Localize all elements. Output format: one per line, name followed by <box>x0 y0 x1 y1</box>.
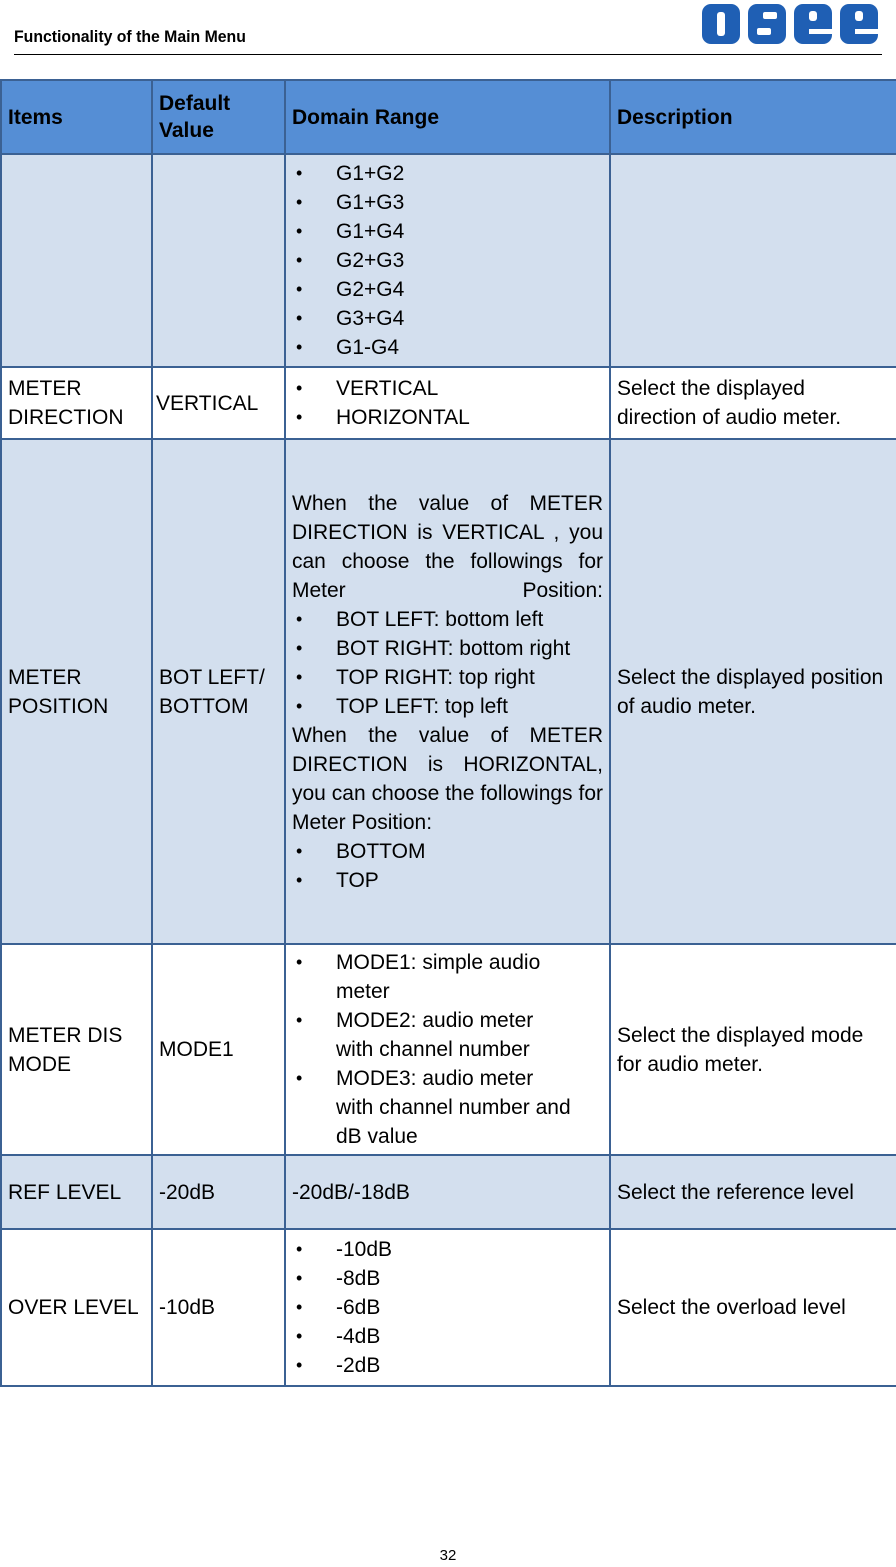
bullet-icon: • <box>296 1355 303 1375</box>
list-item: • G3+G4 <box>292 304 603 333</box>
domain-cell: -20dB/-18dB <box>285 1155 610 1229</box>
bullet-icon: • <box>296 952 303 972</box>
table-row <box>1 439 896 944</box>
header-title: Functionality of the Main Menu <box>14 27 246 46</box>
bullet-icon: • <box>296 840 303 861</box>
list-item: • TOP RIGHT: top right <box>292 663 603 692</box>
list-item: • G1+G4 <box>292 217 603 246</box>
domain-list <box>292 159 603 362</box>
bullet-icon: • <box>296 407 303 427</box>
table-row <box>1 944 896 1155</box>
bullet-icon: • <box>296 192 303 212</box>
bullet-icon: • <box>296 250 303 270</box>
list-item: • BOT LEFT: bottom left <box>292 605 603 634</box>
list-item: • -10dB <box>292 1235 603 1264</box>
column-header-description: Description <box>610 80 896 154</box>
description-cell: Select the reference level <box>610 1155 896 1229</box>
bullet-icon: • <box>296 337 303 357</box>
table-row <box>1 1229 896 1386</box>
bullet-icon: • <box>296 1068 303 1088</box>
column-header-domain-range: Domain Range <box>285 80 610 154</box>
list-item: • G1+G2 <box>292 159 603 188</box>
list-item: • MODE1: simple audio meter <box>292 948 603 1006</box>
list-item: • BOTTOM <box>292 837 603 866</box>
bullet-icon: • <box>296 869 303 890</box>
bullet-icon: • <box>296 163 303 183</box>
column-header-items: Items <box>1 80 152 154</box>
default-cell: -20dB <box>152 1155 285 1229</box>
domain-intro-horizontal: When the value of METER DIRECTION is HORIZONTAL, you can choose the followings for Meter Position: <box>292 723 603 834</box>
bullet-icon: • <box>296 1297 303 1317</box>
list-item: • MODE2: audio meter with channel number <box>292 1006 603 1064</box>
page-header <box>14 0 882 55</box>
bullet-icon: • <box>296 378 303 398</box>
list-item: • G2+G4 <box>292 275 603 304</box>
description-cell: Select the displayed direction of audio meter. <box>610 367 896 439</box>
domain-list-horizontal <box>292 837 603 895</box>
bullet-icon: • <box>296 608 303 629</box>
item-cell: METER DIRECTION <box>1 367 152 439</box>
domain-cell <box>285 367 610 439</box>
bullet-icon: • <box>296 221 303 241</box>
list-item: • MODE3: audio meter with channel number and dB value <box>292 1064 603 1151</box>
item-cell: METER DIS MODE <box>1 944 152 1155</box>
page-number: 32 <box>439 1547 457 1564</box>
description-cell: Select the overload level <box>610 1229 896 1386</box>
column-header-default-value: Default Value <box>152 80 285 154</box>
list-item: • -8dB <box>292 1264 603 1293</box>
description-cell <box>610 154 896 367</box>
domain-intro-vertical: When the value of METER DIRECTION is VERTICAL , you can choose the followings for Meter Position: <box>292 491 603 602</box>
table-header-row <box>1 80 896 154</box>
default-cell: MODE1 <box>152 944 285 1155</box>
list-item: • BOT RIGHT: bottom right <box>292 634 603 663</box>
domain-cell <box>285 944 610 1155</box>
list-item: • -4dB <box>292 1322 603 1351</box>
item-cell: REF LEVEL <box>1 1155 152 1229</box>
osee-logo-icon <box>700 2 882 46</box>
table-row <box>1 367 896 439</box>
description-cell: Select the displayed position of audio meter. <box>610 439 896 944</box>
bullet-icon: • <box>296 1239 303 1259</box>
bullet-icon: • <box>296 1326 303 1346</box>
item-cell: OVER LEVEL <box>1 1229 152 1386</box>
domain-list <box>292 1235 603 1380</box>
bullet-icon: • <box>296 279 303 299</box>
bullet-icon: • <box>296 695 303 716</box>
bullet-icon: • <box>296 1268 303 1288</box>
default-cell: VERTICAL <box>152 367 285 439</box>
bullet-icon: • <box>296 1010 303 1030</box>
domain-list <box>292 374 603 432</box>
list-item: • G1+G3 <box>292 188 603 217</box>
domain-list-vertical <box>292 605 603 721</box>
table-row <box>1 1155 896 1229</box>
domain-cell <box>285 154 610 367</box>
domain-cell <box>285 1229 610 1386</box>
domain-list <box>292 948 603 1151</box>
default-cell: -10dB <box>152 1229 285 1386</box>
item-cell <box>1 154 152 367</box>
main-menu-table <box>0 79 896 1387</box>
default-cell <box>152 154 285 367</box>
bullet-icon: • <box>296 666 303 687</box>
table-row <box>1 154 896 367</box>
list-item: • G1-G4 <box>292 333 603 362</box>
bullet-icon: • <box>296 308 303 328</box>
domain-cell <box>285 439 610 944</box>
description-cell: Select the displayed mode for audio meter. <box>610 944 896 1155</box>
list-item: • -6dB <box>292 1293 603 1322</box>
item-cell: METER POSITION <box>1 439 152 944</box>
list-item: • TOP <box>292 866 603 895</box>
list-item: • VERTICAL <box>292 374 603 403</box>
list-item: • TOP LEFT: top left <box>292 692 603 721</box>
list-item: • HORIZONTAL <box>292 403 603 432</box>
list-item: • -2dB <box>292 1351 603 1380</box>
default-cell: BOT LEFT/ BOTTOM <box>152 439 285 944</box>
list-item: • G2+G3 <box>292 246 603 275</box>
bullet-icon: • <box>296 637 303 658</box>
